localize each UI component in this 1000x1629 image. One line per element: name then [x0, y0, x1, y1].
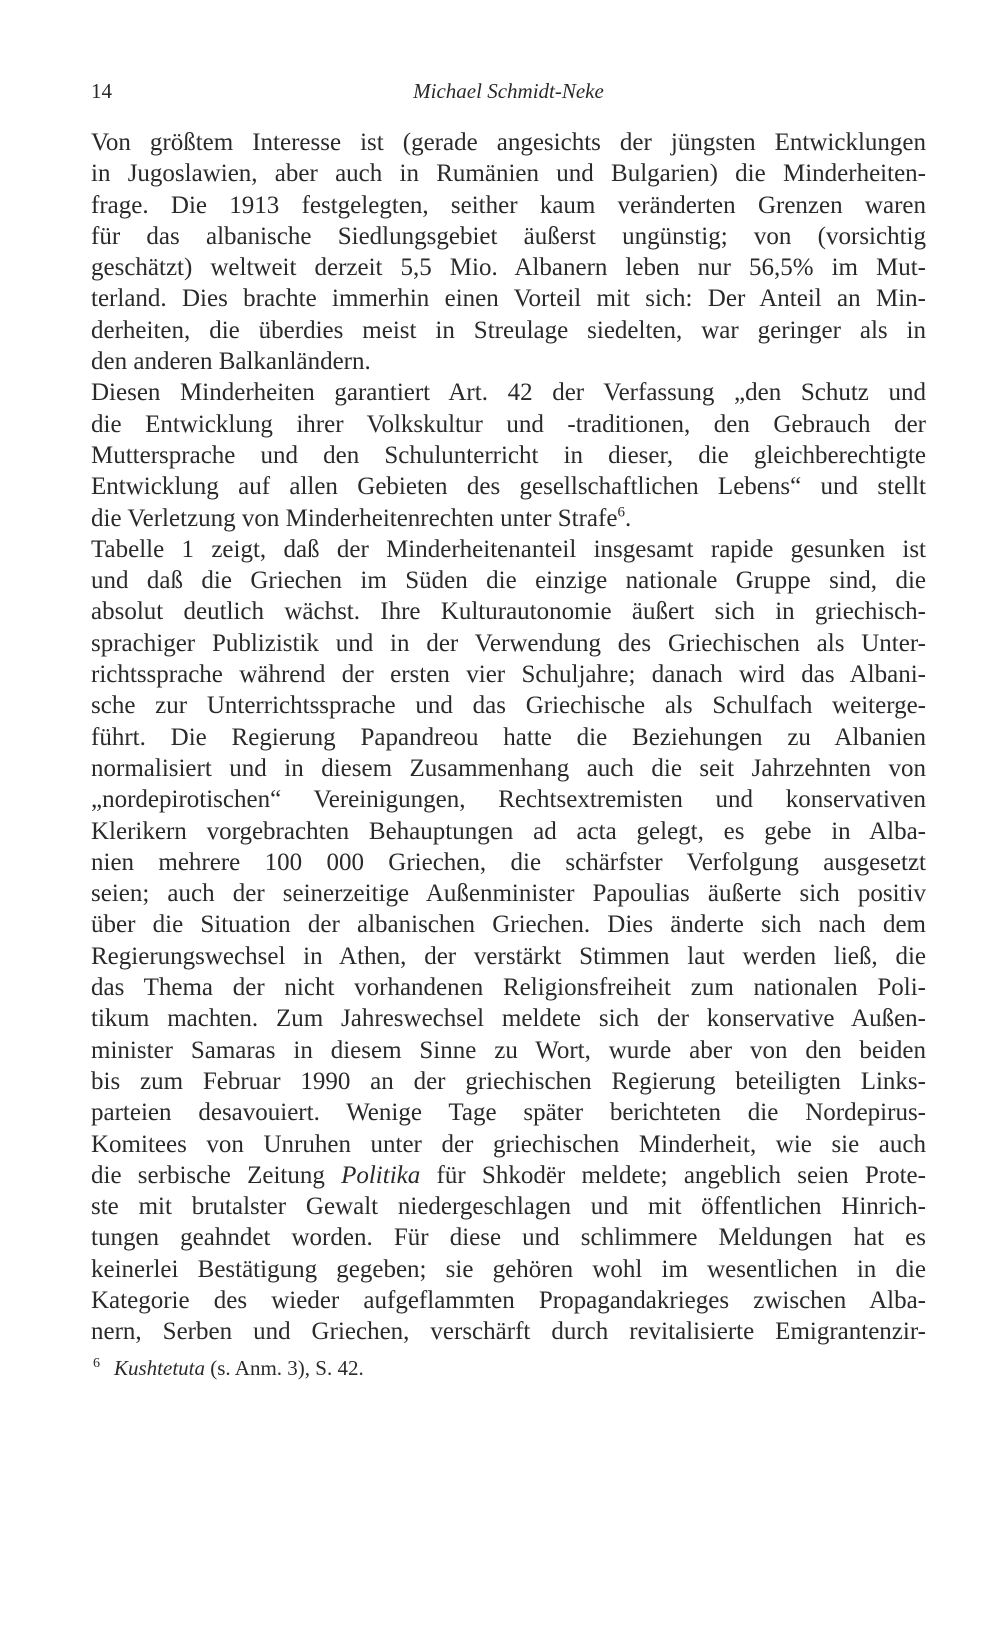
text-line: bis zum Februar 1990 an der griechischen Regierung beteiligten Links-	[91, 1067, 926, 1095]
text-line: Entwicklung auf allen Gebieten des gesellschaftlichen Lebens“ und stellt	[91, 473, 926, 501]
newspaper-title: Politika	[341, 1161, 421, 1189]
text-line: parteien desavouiert. Wenige Tage später berichteten die Nordepirus-	[91, 1099, 926, 1127]
running-title: Michael Schmidt-Neke	[413, 79, 604, 103]
text-line: führt. Die Regierung Papandreou hatte die Beziehungen zu Albanien	[91, 723, 926, 751]
running-head	[91, 76, 926, 106]
text-line: über die Situation der albanischen Griechen. Dies änderte sich nach dem	[91, 911, 926, 939]
text-line: Tabelle 1 zeigt, daß der Minderheitenanteil insgesamt rapide gesunken ist	[91, 535, 926, 563]
text-line: tungen geahndet worden. Für diese und schlimmere Meldungen hat es	[91, 1224, 926, 1252]
text-line: absolut deutlich wächst. Ihre Kulturautonomie äußert sich in griechisch-	[91, 598, 926, 626]
text-line: frage. Die 1913 festgelegten, seither kaum veränderten Grenzen waren	[91, 191, 926, 219]
text-line: terland. Dies brachte immerhin einen Vorteil mit sich: Der Anteil an Min-	[91, 285, 926, 313]
body-text	[91, 127, 926, 1348]
text-line: und daß die Griechen im Süden die einzige nationale Gruppe sind, die	[91, 567, 926, 595]
text-line: die Entwicklung ihrer Volkskultur und -traditionen, den Gebrauch der	[91, 410, 926, 438]
paragraph-greek-minority	[91, 534, 926, 1348]
text-line: minister Samaras in diesem Sinne zu Wort, wurde aber von den beiden	[91, 1036, 926, 1064]
text-line: Klerikern vorgebrachten Behauptungen ad acta gelegt, es gebe in Alba-	[91, 817, 926, 845]
page-number: 14	[91, 79, 112, 103]
text-line: Diesen Minderheiten garantiert Art. 42 der Verfassung „den Schutz und	[91, 379, 926, 407]
footnote-number: 6	[93, 1356, 100, 1371]
text-line: in Jugoslawien, aber auch in Rumänien und Bulgarien) die Minderheiten-	[91, 160, 926, 188]
text-fragment: die Verletzung von Minderheitenrechten unter Strafe	[91, 504, 618, 532]
text-line: richtssprache während der ersten vier Schuljahre; danach wird das Albani-	[91, 661, 926, 689]
text-line: tikum machten. Zum Jahreswechsel meldete sich der konservative Außen-	[91, 1005, 926, 1033]
text-line: sche zur Unterrichtssprache und das Griechische als Schulfach weiterge-	[91, 692, 926, 720]
paragraph-minority-question	[91, 127, 926, 377]
text-fragment: die serbische Zeitung	[91, 1161, 342, 1189]
text-line: keinerlei Bestätigung gegeben; sie gehören wohl im wesentlichen in die	[91, 1255, 926, 1283]
text-line: das Thema der nicht vorhandenen Religionsfreiheit zum nationalen Poli-	[91, 974, 926, 1002]
text-line-with-italic	[91, 1160, 926, 1191]
text-line: derheiten, die überdies meist in Streulage siedelten, war geringer als in	[91, 316, 926, 344]
text-line: Kategorie des wieder aufgeflammten Propagandakrieges zwischen Alba-	[91, 1286, 926, 1314]
text-line: Muttersprache und den Schulunterricht in dieser, die gleichberechtigte	[91, 441, 926, 469]
paragraph-constitution	[91, 377, 926, 533]
text-line: Komitees von Unruhen unter der griechischen Minderheit, wie sie auch	[91, 1130, 926, 1158]
text-line: den anderen Balkanländern.	[91, 348, 371, 376]
text-fragment: für Shkodër meldete; angeblich seien Prote-	[420, 1161, 926, 1189]
text-line: „nordepirotischen“ Vereinigungen, Rechtsextremisten und konservativen	[91, 786, 926, 814]
text-fragment: .	[624, 504, 632, 532]
text-line: sprachiger Publizistik und in der Verwendung des Griechischen als Unter-	[91, 629, 926, 657]
text-line-with-footnote	[91, 503, 926, 534]
text-line: für das albanische Siedlungsgebiet äußerst ungünstig; von (vorsichtig	[91, 222, 926, 250]
text-line: normalisiert und in diesem Zusammenhang auch die seit Jahrzehnten von	[91, 754, 926, 782]
text-line: Von größtem Interesse ist (gerade angesichts der jüngsten Entwicklungen	[91, 129, 926, 156]
footnote-source-title: Kushtetuta	[114, 1356, 206, 1380]
text-line: Regierungswechsel in Athen, der verstärkt Stimmen laut werden ließ, die	[91, 942, 926, 970]
footnote-6	[91, 1354, 926, 1382]
text-line: geschätzt) weltweit derzeit 5,5 Mio. Albanern leben nur 56,5% im Mut-	[91, 254, 926, 282]
footnote-text: (s. Anm. 3), S. 42.	[205, 1356, 364, 1380]
text-line: nien mehrere 100 000 Griechen, die schärfster Verfolgung ausgesetzt	[91, 848, 926, 876]
text-line: seien; auch der seinerzeitige Außenminister Papoulias äußerte sich positiv	[91, 880, 926, 908]
text-line: nern, Serben und Griechen, verschärft durch revitalisierte Emigrantenzir-	[91, 1318, 926, 1346]
text-line: ste mit brutalster Gewalt niedergeschlagen und mit öffentlichen Hinrich-	[91, 1193, 926, 1221]
footnote-reference-6: 6	[617, 504, 625, 521]
